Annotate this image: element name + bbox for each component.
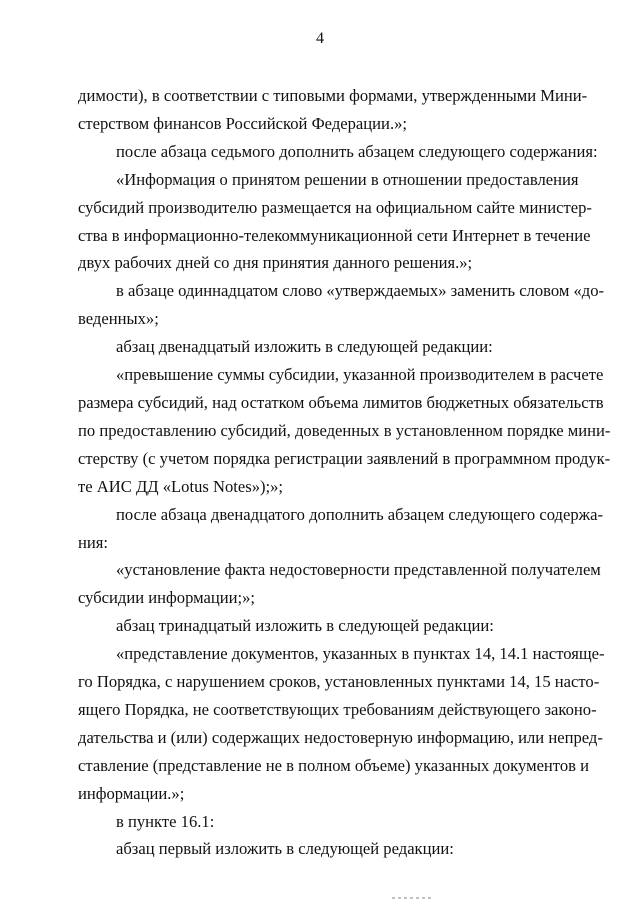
text-line: «представление документов, указанных в пунктах 14, 14.1 настояще- — [116, 644, 605, 664]
paragraph — [78, 277, 605, 333]
text-line: абзац первый изложить в следующей редакции: — [116, 839, 454, 859]
paragraph — [78, 501, 603, 557]
text-line: после абзаца седьмого дополнить абзацем следующего содержания: — [116, 141, 598, 161]
text-line: «установление факта недостоверности представленной получателем — [116, 560, 601, 580]
text-line: субсидии информации;»; — [78, 588, 256, 608]
text-line: абзац тринадцатый изложить в следующей редакции: — [116, 616, 494, 636]
text-line: двух рабочих дней со дня принятия данного решения.»; — [78, 253, 473, 273]
paragraph — [78, 82, 588, 138]
text-line: те АИС ДД «Lotus Notes»);»; — [78, 476, 284, 496]
text-line: ставление (представление не в полном объеме) указанных документов и — [78, 755, 590, 775]
paragraph — [78, 808, 564, 836]
paragraph — [78, 166, 592, 278]
paragraph — [78, 556, 601, 612]
text-line: ния: — [78, 532, 109, 552]
text-line: информации.»; — [78, 783, 185, 803]
paragraph — [78, 612, 564, 640]
paragraph — [78, 835, 564, 863]
text-line: го Порядка, с нарушением сроков, установленных пунктами 14, 15 насто- — [78, 672, 600, 692]
text-line: в пункте 16.1: — [116, 811, 215, 831]
text-line: «Информация о принятом решении в отношении предоставления — [116, 169, 579, 189]
text-line: стерству (с учетом порядка регистрации заявлений в программном продук- — [78, 448, 611, 468]
text-line: в абзаце одиннадцатом слово «утверждаемых» заменить словом «до- — [116, 281, 605, 301]
text-line: веденных»; — [78, 309, 159, 329]
paragraph — [78, 361, 611, 501]
text-line: абзац двенадцатый изложить в следующей редакции: — [116, 337, 493, 357]
document-body — [78, 82, 611, 863]
text-line: ства в информационно-телекоммуникационной сети Интернет в течение — [78, 225, 591, 245]
text-line: «превышение суммы субсидии, указанной производителем в расчете — [116, 365, 604, 385]
text-line: стерством финансов Российской Федерации.»; — [78, 113, 407, 133]
text-line: размера субсидий, над остатком объема лимитов бюджетных обязательств — [78, 392, 604, 412]
page-number: 4 — [316, 30, 324, 47]
text-line: дательства и (или) содержащих недостоверную информацию, или непред- — [78, 727, 603, 747]
paragraph — [78, 138, 598, 166]
scan-artifact — [392, 897, 432, 899]
text-line: после абзаца двенадцатого дополнить абзацем следующего содержа- — [116, 504, 603, 524]
text-line: ящего Порядка, не соответствующих требованиям действующего законо- — [78, 699, 597, 719]
paragraph — [78, 333, 564, 361]
text-line: по предоставлению субсидий, доведенных в установленном порядке мини- — [78, 420, 611, 440]
paragraph — [78, 640, 605, 807]
text-line: димости), в соответствии с типовыми формами, утвержденными Мини- — [78, 86, 588, 105]
text-line: субсидий производителю размещается на официальном сайте министер- — [78, 197, 592, 217]
